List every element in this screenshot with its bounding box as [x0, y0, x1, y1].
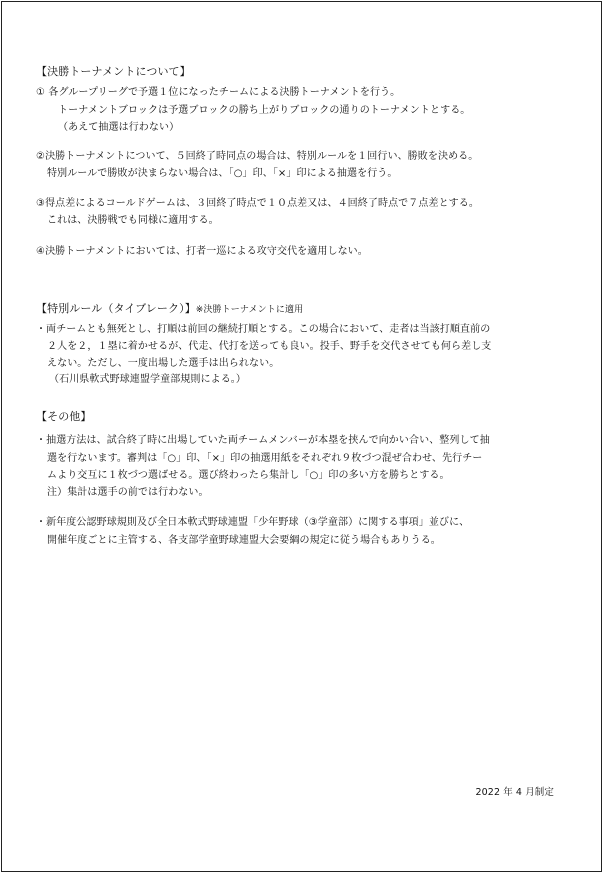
tiebreak-line-3: えない。ただし、一度出場した選手は出られない。: [47, 358, 280, 369]
other-bullet-2-line-2: 開催年度ごとに主管する、各支部学童野球連盟大会要綱の規定に従う場合もありうる。: [47, 535, 441, 546]
item-4-line-1: ④決勝トーナメントにおいては、打者一巡による攻守交代を適用しない。: [36, 246, 368, 257]
other-bullet-1-line-3: ムより交互に１枚づつ選ばせる。選び終わったら集計し「○」印の多い方を勝ちとする。: [47, 470, 450, 481]
section-heading-tournament: 【決勝トーナメントについて】: [36, 65, 191, 78]
item-1-line-2: トーナメントブロックは予選ブロックの勝ち上がりブロックの通りのトーナメントとする。: [58, 105, 471, 116]
item-3-line-1: ③得点差によるコールドゲームは、３回終了時点で１０点差又は、４回終了時点で７点差とする。: [36, 198, 479, 209]
tiebreak-line-2: ２人を２，１塁に着かせるが、代走、代打を送っても良い。投手、野手を交代させても何ら差し支: [47, 341, 492, 352]
tiebreak-line-4: （石川県軟式野球連盟学童部規則による。）: [49, 374, 246, 385]
other-bullet-2-line-1: ・新年度公認野球規則及び全日本軟式野球連盟「少年野球（③学童部）に関する事項」並びに、: [36, 517, 470, 528]
tiebreak-line-1: ・両チームとも無死とし、打順は前回の継続打順とする。この場合において、走者は当該打順直前の: [36, 324, 491, 335]
item-1-line-1: ① 各グループリーグで予選１位になったチームによる決勝トーナメントを行う。: [36, 87, 401, 98]
item-2-line-1: ②決勝トーナメントについて、５回終了時同点の場合は、特別ルールを１回行い、勝敗を決める。: [36, 151, 479, 162]
other-bullet-1-line-4: 注）集計は選手の前では行わない。: [47, 487, 209, 498]
tiebreak-note: ※決勝トーナメントに適用: [195, 305, 304, 315]
item-1-line-3: （あえて抽選は行わない）: [58, 122, 180, 133]
item-2-line-2: 特別ルールで勝敗が決まらない場合は、「○」印、「×」印による抽選を行う。: [47, 168, 398, 179]
enactment-date: 2022 年 4 月制定: [475, 787, 554, 798]
other-bullet-1-line-1: ・抽選方法は、試合終了時に出場していた両チームメンバーが本塁を挟んで向かい合い、整列して抽: [36, 435, 490, 446]
item-3-line-2: これは、決勝戦でも同様に適用する。: [47, 215, 219, 226]
section-heading-tiebreak: 【特別ルール（タイブレーク）】: [36, 302, 196, 315]
section-heading-other: 【その他】: [36, 410, 92, 423]
section-heading-tiebreak-row: [36, 302, 303, 317]
other-bullet-1-line-2: 選を行ないます。審判は「○」印、「×」印の抽選用紙をそれぞれ９枚づつ混ぜ合わせ、先行チー: [47, 453, 483, 464]
